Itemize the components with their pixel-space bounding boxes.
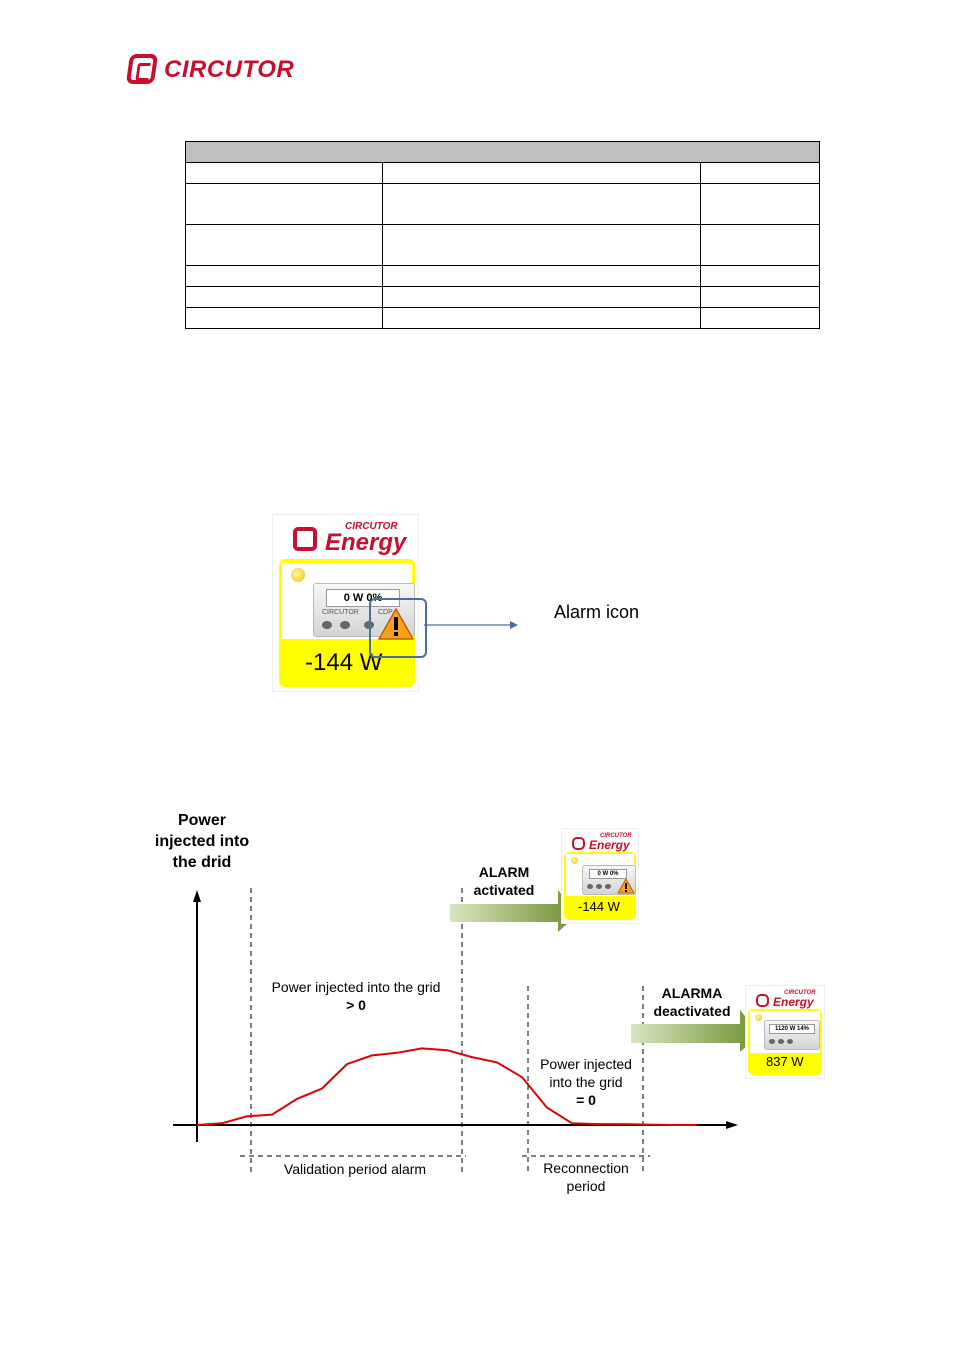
table-row <box>186 225 820 266</box>
meter-button-icon <box>778 1039 784 1044</box>
meter-button-icon <box>587 884 593 889</box>
table-cell <box>383 266 701 287</box>
meter-button-icon <box>322 621 332 629</box>
table-row <box>186 163 820 184</box>
table-cell <box>701 308 820 329</box>
circutor-logo <box>128 54 308 88</box>
energy-logo-title: Energy <box>325 529 407 556</box>
meter-button-icon <box>605 884 611 889</box>
power-value: -144 W <box>578 899 620 914</box>
label-line: Power injected <box>540 1056 632 1072</box>
table-cell <box>701 266 820 287</box>
power-value: -144 W <box>305 649 383 676</box>
table-cell <box>383 184 701 225</box>
meter-brand: CIRCUTOR <box>322 609 359 616</box>
energy-logo <box>756 990 818 1010</box>
table-cell <box>186 225 383 266</box>
x-axis-arrow-icon <box>726 1121 738 1129</box>
validation-period-label: Validation period alarm <box>283 1161 427 1177</box>
table-cell <box>383 287 701 308</box>
status-led-icon <box>291 568 305 582</box>
energy-logo-sub: CIRCUTOR <box>345 521 398 532</box>
energy-logo-sub: CIRCUTOR <box>784 990 816 996</box>
table-cell <box>186 163 383 184</box>
label-line: period <box>566 1178 606 1194</box>
label-line: Power injected into the grid <box>271 979 441 995</box>
table-cell <box>383 308 701 329</box>
settings-table <box>185 141 820 329</box>
label-line: activated <box>473 882 535 898</box>
table-cell <box>383 225 701 266</box>
table-cell <box>383 163 701 184</box>
injected-zero-label <box>526 1055 646 1109</box>
callout-arrow <box>424 618 520 632</box>
y-axis-label <box>138 810 266 873</box>
status-led-icon <box>755 1014 762 1021</box>
alarm-activated-label <box>454 863 554 899</box>
energy-logo-sub: CIRCUTOR <box>600 833 632 839</box>
table-cell <box>701 184 820 225</box>
energy-logo-mark <box>756 994 769 1007</box>
energy-widget[interactable] <box>272 514 419 692</box>
status-led-icon <box>571 857 578 864</box>
energy-logo-mark <box>572 837 585 850</box>
alarm-warning-icon <box>617 878 635 894</box>
energy-logo <box>293 521 407 557</box>
meter-screen: 0 W 0% <box>589 869 627 879</box>
table-cell <box>186 308 383 329</box>
table-cell <box>701 287 820 308</box>
label-line: Reconnection <box>543 1160 629 1176</box>
energy-logo-title: Energy <box>773 995 814 1009</box>
table-cell <box>701 225 820 266</box>
table-cell <box>186 184 383 225</box>
table-row <box>186 308 820 329</box>
meter-screen: 0 W 0% <box>326 589 400 607</box>
meter-button-icon <box>769 1039 775 1044</box>
meter-button-icon <box>787 1039 793 1044</box>
meter-model: CDP <box>378 609 393 616</box>
table-row <box>186 266 820 287</box>
table-header-cell <box>186 142 820 163</box>
energy-widget-small-normal <box>745 985 825 1079</box>
label-line: = 0 <box>576 1092 596 1108</box>
table-cell <box>186 266 383 287</box>
reconnection-period-label <box>526 1159 646 1195</box>
label-line: > 0 <box>346 997 366 1013</box>
table-header-row <box>186 142 820 163</box>
y-axis-label-line: the drid <box>172 854 232 871</box>
energy-logo <box>572 833 632 853</box>
circutor-logo-text: CIRCUTOR <box>164 56 295 83</box>
meter-screen: 1120 W 14% <box>769 1024 815 1034</box>
energy-logo-mark <box>293 527 317 551</box>
label-line: ALARMA <box>661 985 723 1001</box>
y-axis-arrow-icon <box>193 890 201 902</box>
alarm-icon-caption: Alarm icon <box>554 602 640 622</box>
y-axis-label-line: Power <box>177 812 226 829</box>
table-row <box>186 287 820 308</box>
injected-positive-label <box>256 978 456 1014</box>
energy-logo-title: Energy <box>589 838 630 852</box>
energy-widget-small-alarm <box>561 828 639 924</box>
alarm-deactivated-label <box>642 984 742 1020</box>
table-row <box>186 184 820 225</box>
alarm-warning-icon[interactable] <box>377 607 415 641</box>
power-value: 837 W <box>766 1054 804 1069</box>
meter-button-icon <box>596 884 602 889</box>
circutor-logo-mark <box>126 54 158 84</box>
meter-button-icon <box>340 621 350 629</box>
y-axis-label-line: injected into <box>154 833 250 850</box>
meter-device <box>764 1020 820 1050</box>
label-line: into the grid <box>549 1074 623 1090</box>
label-line: ALARM <box>478 864 530 880</box>
table-cell <box>701 163 820 184</box>
label-line: deactivated <box>653 1003 731 1019</box>
table-cell <box>186 287 383 308</box>
